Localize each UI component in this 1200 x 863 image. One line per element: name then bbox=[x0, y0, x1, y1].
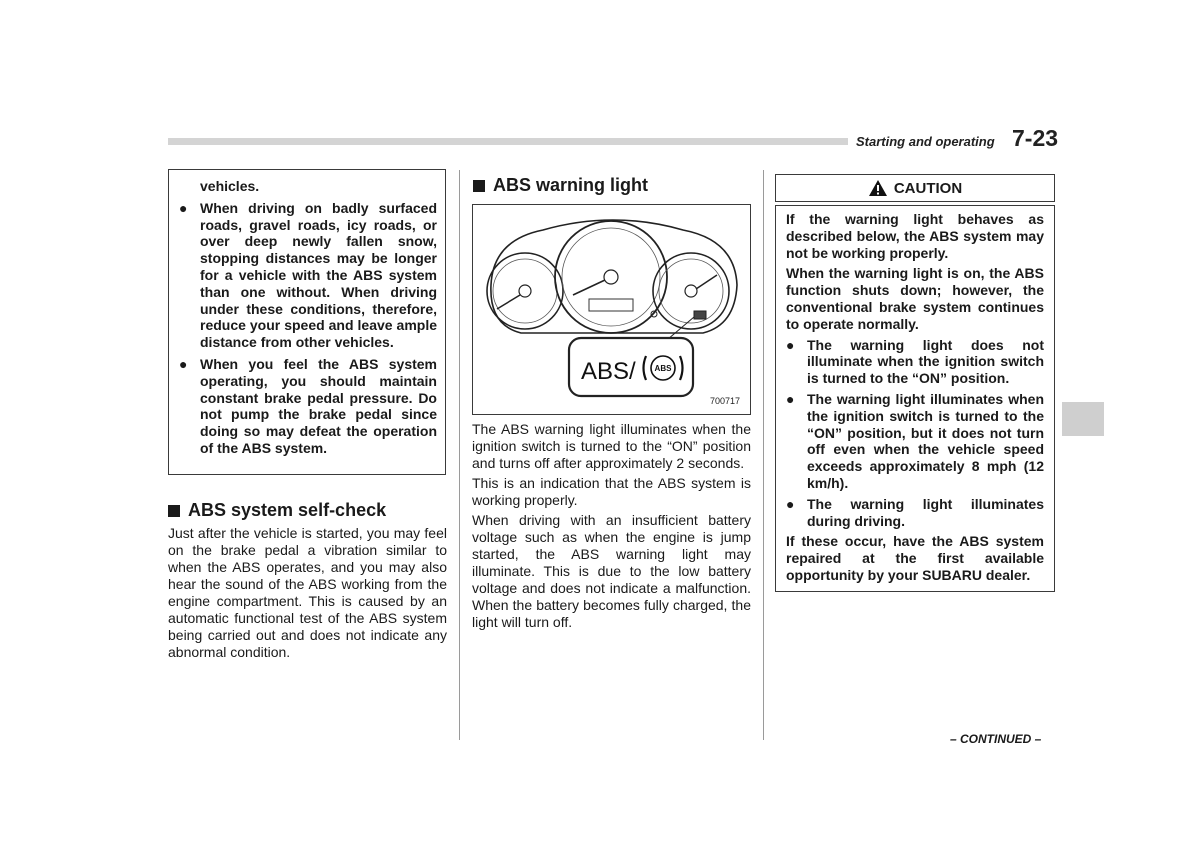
caution-closing: If these occur, have the ABS system repaired at the first available opportunity by your SUBARU dealer. bbox=[786, 533, 1044, 583]
warning-lead: vehicles. bbox=[200, 178, 260, 194]
caution-item-text: The warning light illuminates during driving. bbox=[807, 495, 1044, 529]
square-bullet-icon bbox=[168, 505, 180, 517]
continued-label: – CONTINUED – bbox=[950, 732, 1042, 746]
self-check-heading-text: ABS system self-check bbox=[188, 500, 387, 520]
caution-on-text: When the warning light is on, the ABS function shuts down; however, the conventional brake system continues to operate normally. bbox=[786, 265, 1044, 332]
warning-box bbox=[168, 169, 446, 475]
warning-item bbox=[179, 200, 437, 351]
abs-symbol-text: ABS/ bbox=[581, 358, 636, 385]
warning-item bbox=[179, 356, 437, 457]
caution-item-text: The warning light does not illuminate when the ignition switch is turned to the “ON” position. bbox=[807, 336, 1044, 387]
page-number: 7-23 bbox=[1012, 125, 1059, 151]
caution-item bbox=[786, 496, 1044, 530]
chapter-tab bbox=[1062, 402, 1104, 436]
instrument-cluster-illustration bbox=[473, 205, 750, 414]
self-check-paragraph: Just after the vehicle is started, you may feel on the brake pedal a vibration similar to when the ABS operates, and you may also hear the sound of the ABS working from the engine compartment. This is caused by an automatic functional test of the ABS system being carried out and does not indicate any abnormal condition. bbox=[168, 525, 447, 660]
warning-item-text: When you feel the ABS system operating, you should maintain constant brake pedal pressure. Do not pump the brake pedal since doing so may defeat the operation of the ABS system. bbox=[200, 355, 437, 456]
warning-item-text: When driving on badly surfaced roads, gravel roads, icy roads, or over deep newly fallen snow, stopping distances may be longer for a vehicle with the ABS system than one without. When driving under these conditions, therefore, reduce your speed and leave ample distance from other vehicles. bbox=[200, 199, 437, 351]
warning-light-paragraph: When driving with an insufficient battery voltage such as when the engine is jump started, the ABS warning light may illuminate. This is due to the low battery voltage and does not indicate a malfunction. When the battery becomes fully charged, the light will turn off. bbox=[472, 512, 751, 630]
column-divider-2 bbox=[763, 170, 764, 740]
warning-light-heading-text: ABS warning light bbox=[493, 175, 648, 195]
warning-light-paragraph: The ABS warning light illuminates when the ignition switch is turned to the “ON” position and turns off after approximately 2 seconds. bbox=[472, 421, 751, 471]
caution-title: CAUTION bbox=[893, 179, 963, 197]
abs-circle-text: ABS bbox=[654, 364, 672, 373]
square-bullet-icon bbox=[473, 180, 485, 192]
bullet-icon: ● bbox=[786, 390, 795, 407]
warning-light-paragraph: This is an indication that the ABS system is working properly. bbox=[472, 475, 751, 508]
caution-box bbox=[775, 205, 1055, 592]
bullet-icon: ● bbox=[786, 336, 795, 353]
warning-list bbox=[179, 200, 437, 457]
instrument-cluster-figure bbox=[472, 204, 751, 415]
warning-triangle-icon bbox=[868, 179, 888, 197]
section-title: Starting and operating bbox=[856, 134, 995, 149]
caution-item bbox=[786, 391, 1044, 492]
caution-intro: If the warning light behaves as described below, the ABS system may not be working properly. bbox=[786, 211, 1044, 261]
caution-item-text: The warning light illuminates when the ignition switch is turned to the “ON” position, but it does not turn off even when the vehicle speed exceeds approximately 8 mph (12 km/h). bbox=[807, 390, 1044, 491]
caution-item bbox=[786, 337, 1044, 387]
self-check-heading bbox=[168, 500, 386, 521]
bullet-icon: ● bbox=[179, 355, 188, 372]
warning-light-text bbox=[472, 421, 751, 634]
bullet-icon: ● bbox=[179, 199, 188, 216]
bullet-icon: ● bbox=[786, 495, 795, 512]
header-bar bbox=[168, 138, 848, 145]
warning-light-heading bbox=[473, 175, 648, 196]
figure-code: 700717 bbox=[709, 396, 740, 406]
caution-header bbox=[775, 174, 1055, 202]
caution-list bbox=[786, 337, 1044, 530]
column-divider-1 bbox=[459, 170, 460, 740]
